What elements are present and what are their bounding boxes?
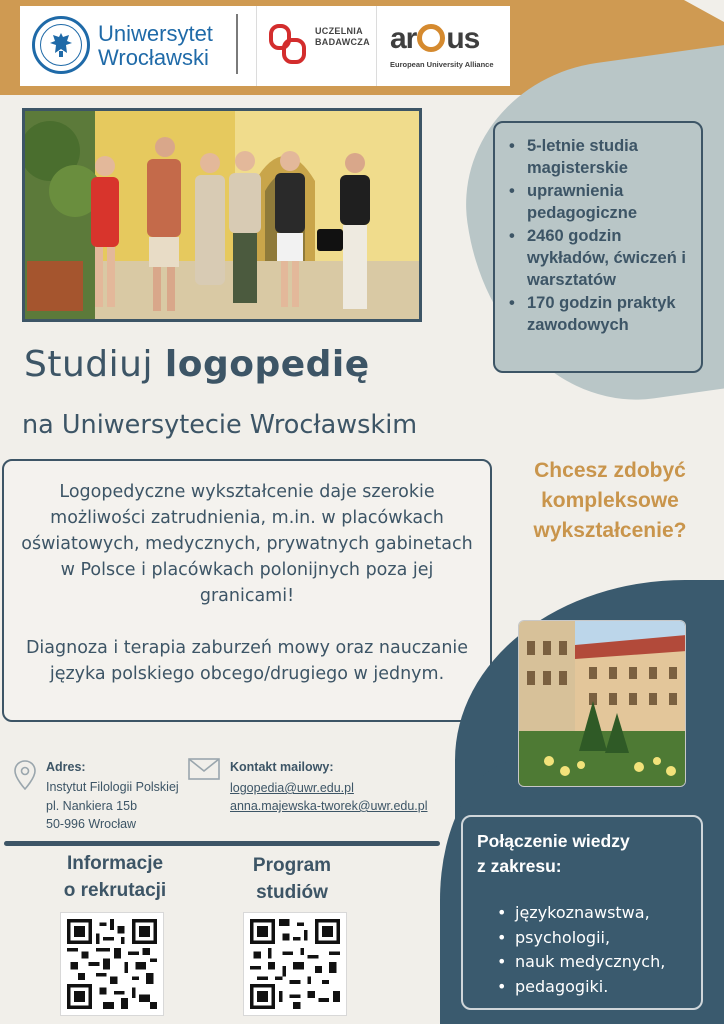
address-line: pl. Nankiera 15b	[46, 798, 138, 813]
location-pin-icon	[14, 760, 36, 790]
qr-code-icon	[67, 919, 157, 1009]
highlight-item: • 2460 godzin wykładów, ćwiczeń i warsztatów	[509, 225, 689, 291]
mail-contact-label: Kontakt mailowy:	[230, 760, 334, 774]
arqus-o-icon	[417, 24, 445, 52]
description-box	[2, 459, 492, 722]
highlights-list	[509, 135, 689, 336]
sub-heading: na Uniwersytecie Wrocławskim	[22, 410, 418, 440]
arqus-subtitle: European University Alliance	[390, 60, 494, 69]
mail-links	[230, 779, 428, 815]
uczelnia-badawcza-logo-text: UCZELNIA BADAWCZA	[315, 26, 370, 47]
qr-code-icon	[250, 919, 340, 1009]
section-divider	[4, 841, 440, 846]
logo-separator	[236, 14, 238, 74]
uwr-logo-text: Uniwersytet Wrocławski	[98, 21, 213, 70]
recruitment-info-title: Informacje o rekrutacji	[63, 853, 167, 901]
knowledge-item: • nauk medycznych,	[477, 950, 687, 975]
knowledge-list	[477, 901, 687, 999]
students-photo	[22, 108, 422, 322]
header-corner-decoration	[684, 0, 724, 22]
address-line: 50-996 Wrocław	[46, 817, 137, 831]
knowledge-item: • pedagogiki.	[477, 975, 687, 1000]
highlight-item: • uprawnienia pedagogiczne	[509, 180, 689, 224]
knowledge-item: • psychologii,	[477, 926, 687, 951]
highlight-item: • 170 godzin praktyk zawodowych	[509, 292, 689, 336]
courtyard-photo	[518, 620, 686, 787]
description-paragraph: Diagnoza i terapia zaburzeń mowy oraz nauczanie języka polskiego obcego/drugiego w jednym.	[25, 638, 469, 684]
highlights-box	[493, 121, 703, 373]
logo-separator-light	[256, 6, 257, 86]
eagle-icon	[49, 31, 73, 59]
main-heading: Studiuj logopedię	[24, 344, 370, 385]
highlight-item: • 5-letnie studia magisterskie	[509, 135, 689, 179]
study-program-qr-code[interactable]	[243, 912, 347, 1016]
knowledge-title: Połączenie wiedzy z zakresu:	[477, 831, 630, 876]
knowledge-item: • językoznawstwa,	[477, 901, 687, 926]
address-label: Adres:	[46, 760, 86, 774]
students-photo-illustration	[25, 111, 422, 322]
email-link[interactable]: anna.majewska-tworek@uwr.edu.pl	[230, 799, 428, 813]
email-link[interactable]: logopedia@uwr.edu.pl	[230, 781, 354, 795]
courtyard-photo-illustration	[519, 621, 686, 787]
knowledge-box	[461, 815, 703, 1010]
study-program-title: Program studiów	[252, 855, 332, 903]
logo-separator-light	[376, 6, 377, 86]
arqus-logo: ar us	[390, 22, 480, 55]
main-heading-bold: logopedię	[164, 344, 370, 385]
address-lines	[46, 778, 179, 834]
address-line: Instytut Filologii Polskiej	[46, 780, 179, 794]
question-text: Chcesz zdobyć kompleksowe wykształcenie?	[533, 459, 687, 542]
recruitment-qr-code[interactable]	[60, 912, 164, 1016]
uczelnia-badawcza-logo-icon	[268, 22, 310, 66]
envelope-icon	[188, 758, 220, 780]
description-paragraph: Logopedyczne wykształcenie daje szerokie możliwości zatrudnienia, m.in. w placówkach oświatowych, medycznych, prywatnych gabinetach w Polsce i placówkach polonijnych poza jej granicami!	[21, 482, 473, 606]
